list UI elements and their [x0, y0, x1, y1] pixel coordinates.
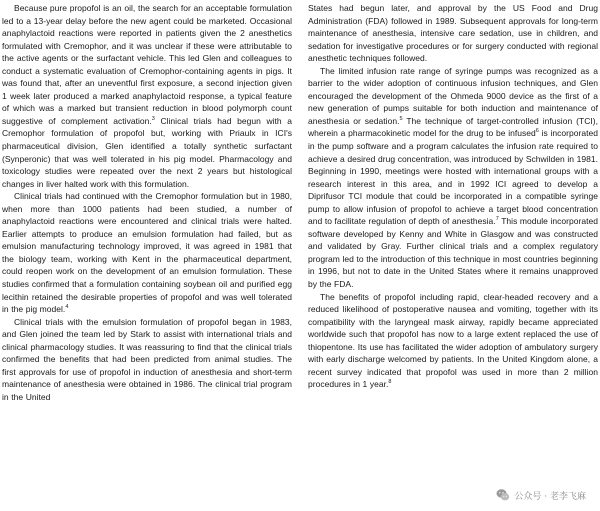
watermark-text: 公众号 · 老李飞麻: [514, 491, 586, 502]
reference-8[interactable]: 8: [388, 379, 392, 386]
reference-5[interactable]: 5: [399, 116, 403, 123]
reference-7[interactable]: 7: [495, 216, 499, 223]
reference-3[interactable]: 3: [151, 116, 155, 123]
left-column: [2, 2, 292, 507]
paragraph-emulsion: Clinical trials had continued with the Cremophor formulation but in 1980, when more than 1000 patients had been studied, a number of anaphylactoid reactions were encountered and clinical trials were halted. Earlier attempts to produce an emulsion formulation had failed, but as emulsion manufacturing technology improved, it was agreed in 1981 that the biology team, working with Kent in the pharmaceutical department, could reopen work on the development of an emulsion formulation. These studies confirmed that a formulation containing soybean oil and purified egg lecithin retained the desirable properties of propofol and was well tolerated in the pig model.$^4$: [2, 191, 292, 315]
reference-4[interactable]: 4: [65, 304, 69, 311]
paragraph-formulation: Because pure propofol is an oil, the search for an acceptable formulation led to a 13-year delay before the new agent could be marketed. Occasional anaphylactoid reactions were reported in patients given the 2 anesthetics formulated with Cremophor, and it was unclear if these were attributable to the active agents or the surfactant vehicle. This led Glen and colleagues to conduct a systematic evaluation of Cremophor-containing agents in pigs. It was found that, after an uneventful first exposure, a second injection given 1 week later produced a marked anaphylactoid response, a typical feature of which was a marked but transient reduction in blood polymorph count suggestive of complement activation.$^3$ Clinical trials had begun with a Cremophor formulation of propofol but, working with Priaulx in ICI's pharmaceutical division, Glen identified a totally synthetic surfactant (Synperonic) that was well tolerated in his pig model. Pharmacology and toxicology studies were repeated over the next 2 years but histological changes in liver halted work with this formulation.: [2, 3, 292, 189]
watermark: [492, 487, 590, 503]
paragraph-benefits: The benefits of propofol including rapid, clear-headed recovery and a reduced likelihood of postoperative nausea and vomiting, together with its compatibility with the laryngeal mask airway, rapidly became appreciated worldwide such that propofol has now to a large extent replaced the use of thiopentone. Its use has facilitated the wider adoption of ambulatory surgery with early discharge welcomed by patients. In the United Kingdom alone, a recent survey indicated that propofol was used in more than 2 million procedures in 1 year.$^8$: [308, 291, 598, 390]
right-column: [308, 2, 598, 507]
paragraph-infusion: The limited infusion rate range of syringe pumps was recognized as a barrier to the wider adoption of continuous infusion techniques, and Glen encouraged the development of the Ohmeda 9000 device as the first of a new generation of pumps suitable for both induction and maintenance of anesthesia or sedation.$^5$ The technique of target-controlled infusion (TCI), wherein a pharmacokinetic model for the drug to be infused$^6$ is incorporated in the pump software and a program calculates the infusion rate required to achieve a desired drug concentration, was introduced by Schwilden in 1981. Beginning in 1990, meetings were hosted with international groups with a research interest in this area, and in 1992 ICI agreed to develop a Diprifusor TCI module that could be incorporated in a compatible syringe pump to allow infusion of propofol to achieve a target blood concentration and to facilitate regulation of depth of anesthesia.$^7$ This module incorporated software developed by Kenny and White in Glasgow and was constructed and validated by Gray. Further clinical trials and a complex regulatory program led to the introduction of this technique in most countries beginning in 1996, but not to date in the United States where it remains unapproved by the FDA.: [308, 65, 598, 290]
paragraph-clinical-trials: Clinical trials with the emulsion formulation of propofol began in 1983, and Glen joined the team led by Stark to assist with international trials and clinical pharmacology studies. It was reassuring to find that the clinical trials confirmed the benefits that had been predicted from animal studies. The first approvals for use of propofol in induction of anesthesia and short-term maintenance of anesthesia were obtained in 1986. The clinical trial program in the United: [2, 316, 292, 402]
reference-6[interactable]: 6: [535, 128, 539, 135]
paragraph-fda-approval: States had begun later, and approval by the US Food and Drug Administration (FDA) followed in 1989. Subsequent approvals for long-term maintenance of anesthesia, intensive care sedation, use in children, and sedation for investigative procedures or for surgery conducted with regional anesthetic techniques followed.: [308, 3, 598, 64]
wechat-icon: [496, 488, 510, 502]
